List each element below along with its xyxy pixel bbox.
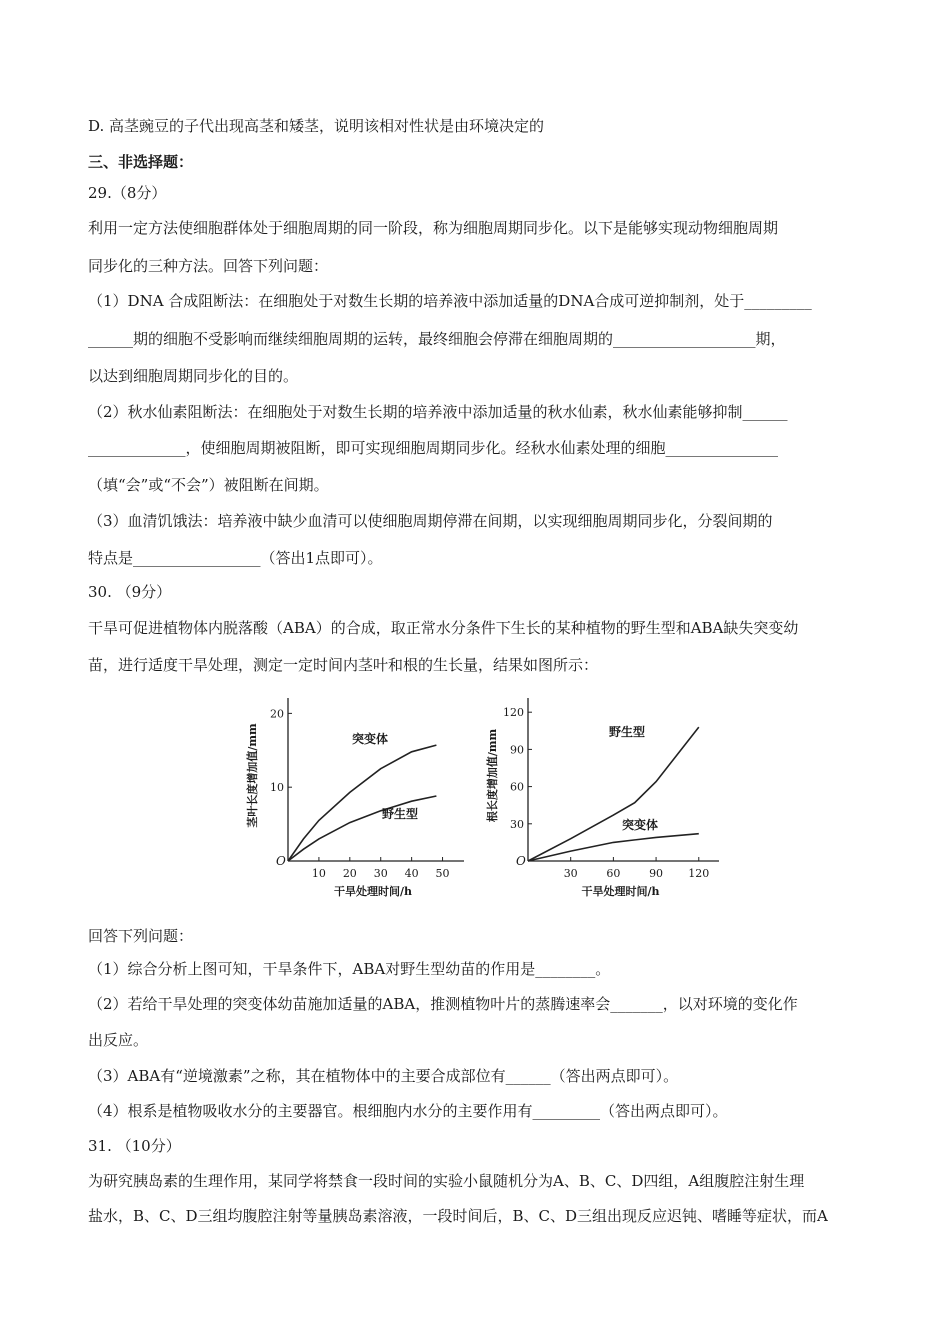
growth-charts-svg	[230, 688, 730, 908]
q29-part2-line-2: _____________，使细胞周期被阻断，即可实现细胞周期同步化。经秋水仙素处理的细胞_______________	[88, 439, 779, 457]
x-tick-label: 60	[606, 867, 621, 880]
y-tick-label: 20	[270, 707, 284, 721]
series-label: 野生型	[381, 807, 419, 821]
q30-part2-line-2: 出反应。	[88, 1031, 149, 1049]
option-d: D. 高茎豌豆的子代出现高茎和矮茎，说明该相对性状是由环境决定的	[88, 117, 545, 135]
y-axis-label: 茎叶长度增加值/mm	[246, 723, 259, 828]
q29-part1-line-3: 以达到细胞周期同步化的目的。	[88, 367, 299, 385]
q30-answer-prompt: 回答下列问题：	[88, 927, 194, 945]
x-tick-label: 30	[563, 867, 578, 880]
series-line	[288, 796, 436, 861]
x-tick-label: 30	[373, 867, 388, 880]
q31-intro-line-2: 盐水，B、C、D三组均腹腔注射等量胰岛素溶液，一段时间后，B、C、D三组出现反应迟钝、嗜睡等症状，而A	[88, 1207, 828, 1225]
q29-part3-line-1: （3）血清饥饿法：培养液中缺少血清可以使细胞周期停滞在间期，以实现细胞周期同步化，分裂间期的	[88, 512, 773, 530]
q29-intro-line-1: 利用一定方法使细胞群体处于细胞周期的同一阶段，称为细胞周期同步化。以下是能够实现动物细胞周期	[88, 219, 779, 237]
question-30-header: 30. （9分）	[88, 583, 172, 601]
series-line	[288, 745, 436, 861]
x-tick-label: 10	[311, 867, 326, 880]
series-label: 野生型	[608, 725, 646, 739]
x-axis-label: 干旱处理时间/h	[333, 885, 413, 898]
q29-intro-line-2: 同步化的三种方法。回答下列问题：	[88, 257, 329, 275]
x-tick-label: 90	[649, 867, 664, 880]
series-line	[528, 727, 699, 861]
q30-part4: （4）根系是植物吸收水分的主要器官。根细胞内水分的主要作用有_________（答出两点即可）。	[88, 1102, 728, 1120]
q29-part1-line-1: （1）DNA 合成阻断法：在细胞处于对数生长期的培养液中添加适量的DNA合成可逆抑制剂，处于_________	[88, 292, 812, 310]
q29-part2-line-3: （填“会”或“不会”）被阻断在间期。	[88, 476, 329, 494]
x-tick-label: 20	[342, 867, 357, 880]
q29-part2-line-1: （2）秋水仙素阻断法：在细胞处于对数生长期的培养液中添加适量的秋水仙素，秋水仙素能够抑制______	[88, 403, 788, 421]
x-tick-label: 40	[404, 867, 419, 880]
y-tick-label: 30	[510, 817, 524, 831]
y-tick-label: 60	[510, 780, 524, 794]
y-tick-label: 10	[270, 781, 284, 795]
y-axis-label: 根长度增加值/mm	[486, 728, 499, 823]
x-axis-label: 干旱处理时间/h	[581, 885, 660, 898]
q30-part1: （1）综合分析上图可知，干旱条件下，ABA对野生型幼苗的作用是________。	[88, 960, 611, 978]
q31-intro-line-1: 为研究胰岛素的生理作用，某同学将禁食一段时间的实验小鼠随机分为A、B、C、D四组，A组腹腔注射生理	[88, 1172, 805, 1190]
q29-part1-line-2: ______期的细胞不受影响而继续细胞周期的运转，最终细胞会停滞在细胞周期的___________________期，	[88, 330, 786, 348]
y-tick-label: 90	[510, 743, 524, 757]
y-tick-label: 120	[503, 706, 524, 720]
question-29-header: 29.（8分）	[88, 184, 167, 202]
q30-intro-line-2: 苗，进行适度干旱处理，测定一定时间内茎叶和根的生长量，结果如图所示：	[88, 656, 599, 674]
series-label: 突变体	[351, 732, 389, 746]
x-tick-label: 50	[435, 867, 450, 880]
q30-part3: （3）ABA有“逆境激素”之称，其在植物体中的主要合成部位有______（答出两点即可）。	[88, 1067, 679, 1085]
q29-part3-line-2: 特点是_________________（答出1点即可）。	[88, 549, 383, 567]
figure-charts	[230, 688, 730, 908]
q30-part2-line-1: （2）若给干旱处理的突变体幼苗施加适量的ABA，推测植物叶片的蒸腾速率会_______，以对环境的变化作	[88, 995, 798, 1013]
x-tick-label: 120	[688, 867, 710, 880]
origin-label: O	[516, 854, 526, 868]
section-heading: 三、非选择题：	[88, 153, 194, 171]
series-label: 突变体	[621, 818, 659, 832]
q30-intro-line-1: 干旱可促进植物体内脱落酸（ABA）的合成，取正常水分条件下生长的某种植物的野生型和ABA缺失突变幼	[88, 619, 799, 637]
question-31-header: 31. （10分）	[88, 1137, 181, 1155]
origin-label: O	[276, 854, 286, 868]
